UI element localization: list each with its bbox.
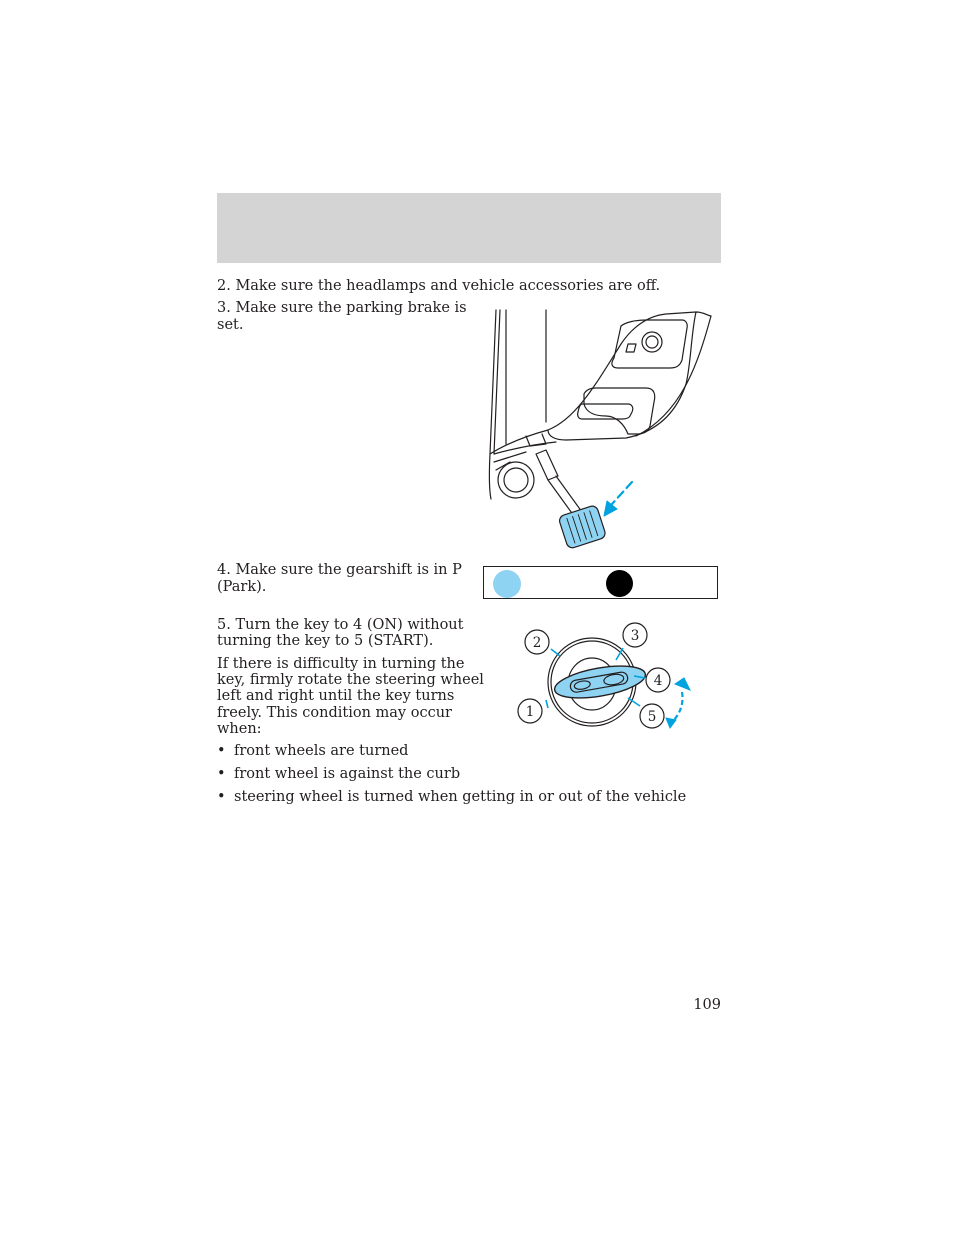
bullet-item — [217, 766, 460, 783]
header-band — [217, 193, 721, 263]
bullet-item — [217, 743, 408, 760]
ignition-figure — [512, 618, 702, 734]
difficulty-line4: freely. This condition may occur — [217, 705, 452, 721]
ignition-label-1: 1 — [525, 704, 535, 720]
ignition-position-5 — [640, 704, 664, 728]
step-gearshift-line1: 4. Make sure the gearshift is in P — [217, 562, 462, 578]
ignition-position-1 — [518, 699, 542, 723]
page-number: 109 — [693, 996, 721, 1013]
bullet-text: front wheel is against the curb — [234, 766, 461, 782]
step-gearshift-line2: (Park). — [217, 579, 267, 595]
bullet-text: front wheels are turned — [234, 743, 409, 759]
parking-brake-figure — [486, 304, 722, 554]
gear-indicator-light-icon — [493, 570, 521, 598]
ignition-label-4: 4 — [653, 673, 663, 689]
bullet-symbol: • — [217, 766, 226, 782]
gear-indicator-dark-icon — [606, 570, 633, 597]
bullet-symbol: • — [217, 743, 226, 759]
ignition-position-3 — [623, 623, 647, 647]
difficulty-line5: when: — [217, 721, 262, 737]
step-headlamps: 2. Make sure the headlamps and vehicle accessories are off. — [217, 278, 661, 294]
ignition-label-3: 3 — [630, 628, 640, 644]
ignition-label-2: 2 — [532, 635, 542, 651]
ignition-position-2 — [525, 630, 549, 654]
difficulty-line3: left and right until the key turns — [217, 688, 455, 704]
step-parking-brake-line1: 3. Make sure the parking brake is — [217, 300, 467, 316]
difficulty-line1: If there is difficulty in turning the — [217, 656, 465, 672]
step-key-line1: 5. Turn the key to 4 (ON) without — [217, 617, 464, 633]
step-parking-brake-line2: set. — [217, 317, 244, 333]
gear-indicator-strip — [483, 566, 718, 599]
bullet-symbol: • — [217, 789, 226, 805]
bullet-text: steering wheel is turned when getting in or out of the vehicle — [234, 789, 687, 805]
difficulty-line2: key, firmly rotate the steering wheel — [217, 672, 484, 688]
ignition-position-4 — [646, 668, 670, 692]
bullet-item — [217, 789, 686, 806]
rotation-arrow-icon — [666, 678, 690, 728]
step-key-line2: turning the key to 5 (START). — [217, 633, 434, 649]
ignition-label-5: 5 — [647, 709, 657, 725]
